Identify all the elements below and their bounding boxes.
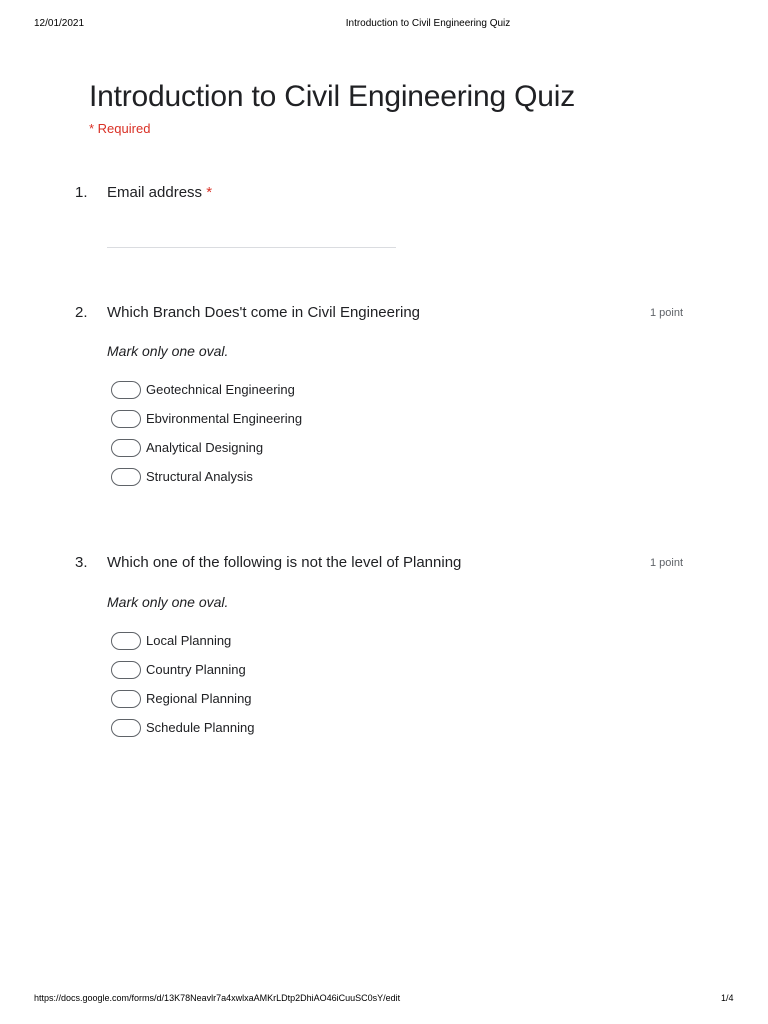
radio-oval[interactable]: [111, 410, 141, 428]
question-instruction: Mark only one oval.: [107, 343, 229, 359]
print-date: 12/01/2021: [34, 18, 85, 29]
question-points: 1 point: [650, 307, 684, 319]
radio-oval[interactable]: [111, 439, 141, 457]
option-label: Regional Planning: [146, 691, 252, 706]
option-label: Ebvironmental Engineering: [146, 411, 303, 426]
question-number: 1.: [75, 184, 88, 201]
question-number: 2.: [75, 304, 88, 321]
required-note: * Required: [89, 121, 151, 136]
print-url: https://docs.google.com/forms/d/13K78Neavlr7a4xwlxaAMKrLDtp2DhiAO46iCuuSC0sY/edit: [34, 993, 401, 1003]
radio-oval[interactable]: [111, 719, 141, 737]
email-input[interactable]: [107, 247, 396, 248]
question-text: Which one of the following is not the level of Planning: [107, 554, 462, 571]
radio-oval[interactable]: [111, 661, 141, 679]
question-text: Which Branch Does't come in Civil Engineering: [107, 304, 421, 321]
print-header: [0, 18, 768, 32]
radio-oval[interactable]: [111, 632, 141, 650]
question-text: [107, 184, 212, 201]
print-footer: [0, 993, 768, 1007]
radio-oval[interactable]: [111, 381, 141, 399]
option-label: Analytical Designing: [146, 440, 264, 455]
page-number: 1/4: [721, 993, 734, 1003]
option-label: Structural Analysis: [146, 469, 253, 484]
form-title: Introduction to Civil Engineering Quiz: [89, 80, 575, 113]
option-label: Schedule Planning: [146, 720, 255, 735]
required-star: *: [206, 184, 213, 201]
option-label: Geotechnical Engineering: [146, 382, 295, 397]
question-number: 3.: [75, 554, 88, 571]
option-label: Country Planning: [146, 662, 246, 677]
radio-oval[interactable]: [111, 468, 141, 486]
question-label: Email address: [107, 184, 203, 201]
question-points: 1 point: [650, 557, 684, 569]
option-label: Local Planning: [146, 633, 232, 648]
question-instruction: Mark only one oval.: [107, 594, 229, 610]
print-doc-title: Introduction to Civil Engineering Quiz: [345, 18, 511, 29]
radio-oval[interactable]: [111, 690, 141, 708]
